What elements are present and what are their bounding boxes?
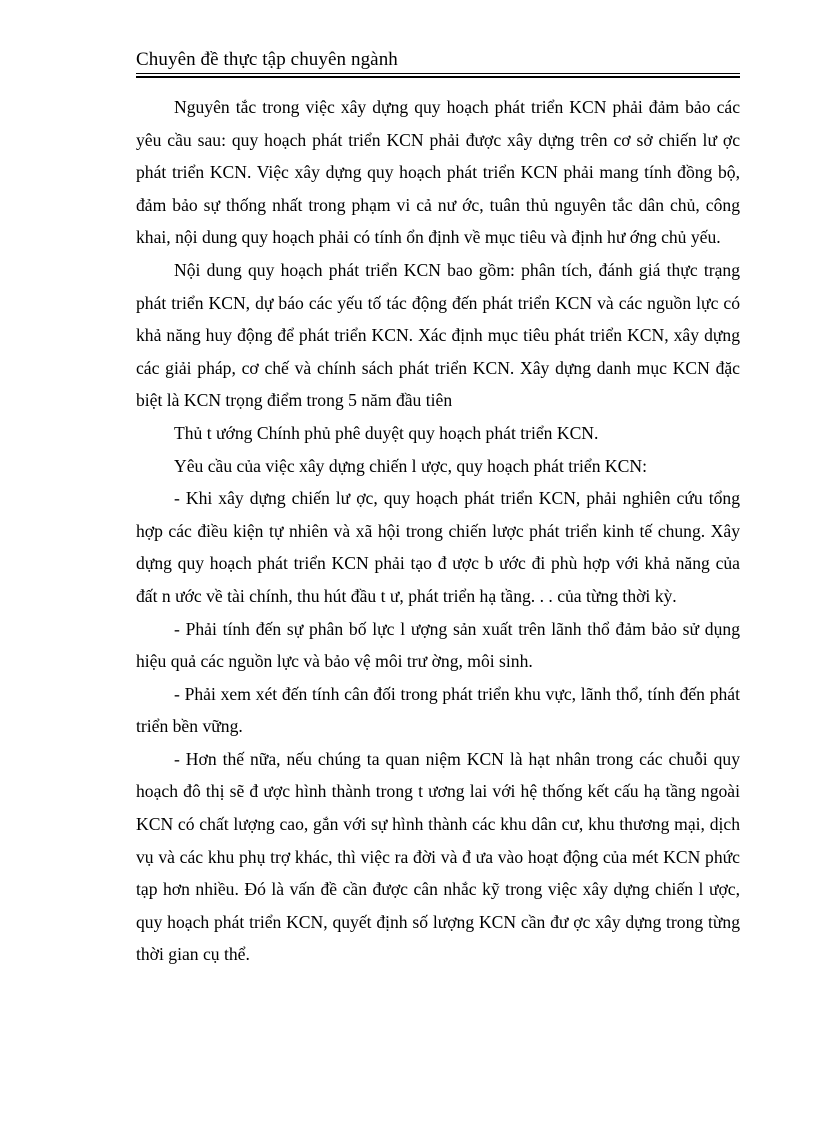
document-body [136, 91, 740, 971]
paragraph-8: - Hơn thế nữa, nếu chúng ta quan niệm KCN là hạt nhân trong các chuỗi quy hoạch đô thị sẽ đ ược hình thành trong t ương lai với hệ thống kết cấu hạ tầng ngoài KCN có chất lượng cao, gắn với sự hình thành các khu dân cư, khu thương mại, dịch vụ và các khu phụ trợ khác, thì việc ra đời và đ ưa vào hoạt động của mét KCN phức tạp hơn nhiều. Đó là vấn đề cần được cân nhắc kỹ trong việc xây dựng chiến l ược, quy hoạch phát triển KCN, quyết định số lượng KCN cần đư ợc xây dựng trong từng thời gian cụ thể. [136, 748, 740, 965]
paragraph-6: - Phải tính đến sự phân bố lực l ượng sản xuất trên lãnh thổ đảm bảo sử dụng hiệu quả các nguồn lực và bảo vệ môi trư ờng, môi sinh. [136, 618, 740, 672]
paragraph-7: - Phải xem xét đến tính cân đối trong phát triển khu vực, lãnh thổ, tính đến phát triển bền vững. [136, 683, 740, 737]
paragraph-4: Yêu cầu của việc xây dựng chiến l ược, quy hoạch phát triển KCN: [174, 455, 647, 476]
header-rule-thick [136, 76, 740, 78]
page-header [136, 49, 740, 71]
header-title: Chuyên đề thực tập chuyên ngành [136, 49, 398, 70]
header-rule-thin [136, 73, 740, 74]
paragraph-3: Thủ t ướng Chính phủ phê duyệt quy hoạch phát triển KCN. [174, 422, 599, 443]
paragraph-5: - Khi xây dựng chiến lư ợc, quy hoạch phát triển KCN, phải nghiên cứu tổng hợp các điều kiện tự nhiên và xã hội trong chiến lược phát triển kinh tế chung. Xây dựng quy hoạch phát triển KCN phải tạo đ ược b ước đi phù hợp với khả năng của đất n ước về tài chính, thu hút đầu t ư, phát triển hạ tầng. . . của từng thời kỳ. [136, 488, 740, 606]
paragraph-1: Nguyên tắc trong việc xây dựng quy hoạch phát triển KCN phải đảm bảo các yêu cầu sau: quy hoạch phát triển KCN phải được xây dựng trên cơ sở chiến lư ợc phát triển KCN. Việc xây dựng quy hoạch phát triển KCN phải mang tính đồng bộ, đảm bảo sự thống nhất trong phạm vi cả nư ớc, tuân thủ nguyên tắc dân chủ, công khai, nội dung quy hoạch phải có tính ổn định về mục tiêu và định hư ớng chủ yếu. [136, 97, 740, 248]
paragraph-2: Nội dung quy hoạch phát triển KCN bao gồm: phân tích, đánh giá thực trạng phát triển KCN, dự báo các yếu tố tác động đến phát triển KCN và các nguồn lực có khả năng huy động để phát triển KCN. Xác định mục tiêu phát triển KCN, xây dựng các giải pháp, cơ chế và chính sách phát triển KCN. Xây dựng danh mục KCN đặc biệt là KCN trọng điểm trong 5 năm đầu tiên [136, 259, 740, 411]
